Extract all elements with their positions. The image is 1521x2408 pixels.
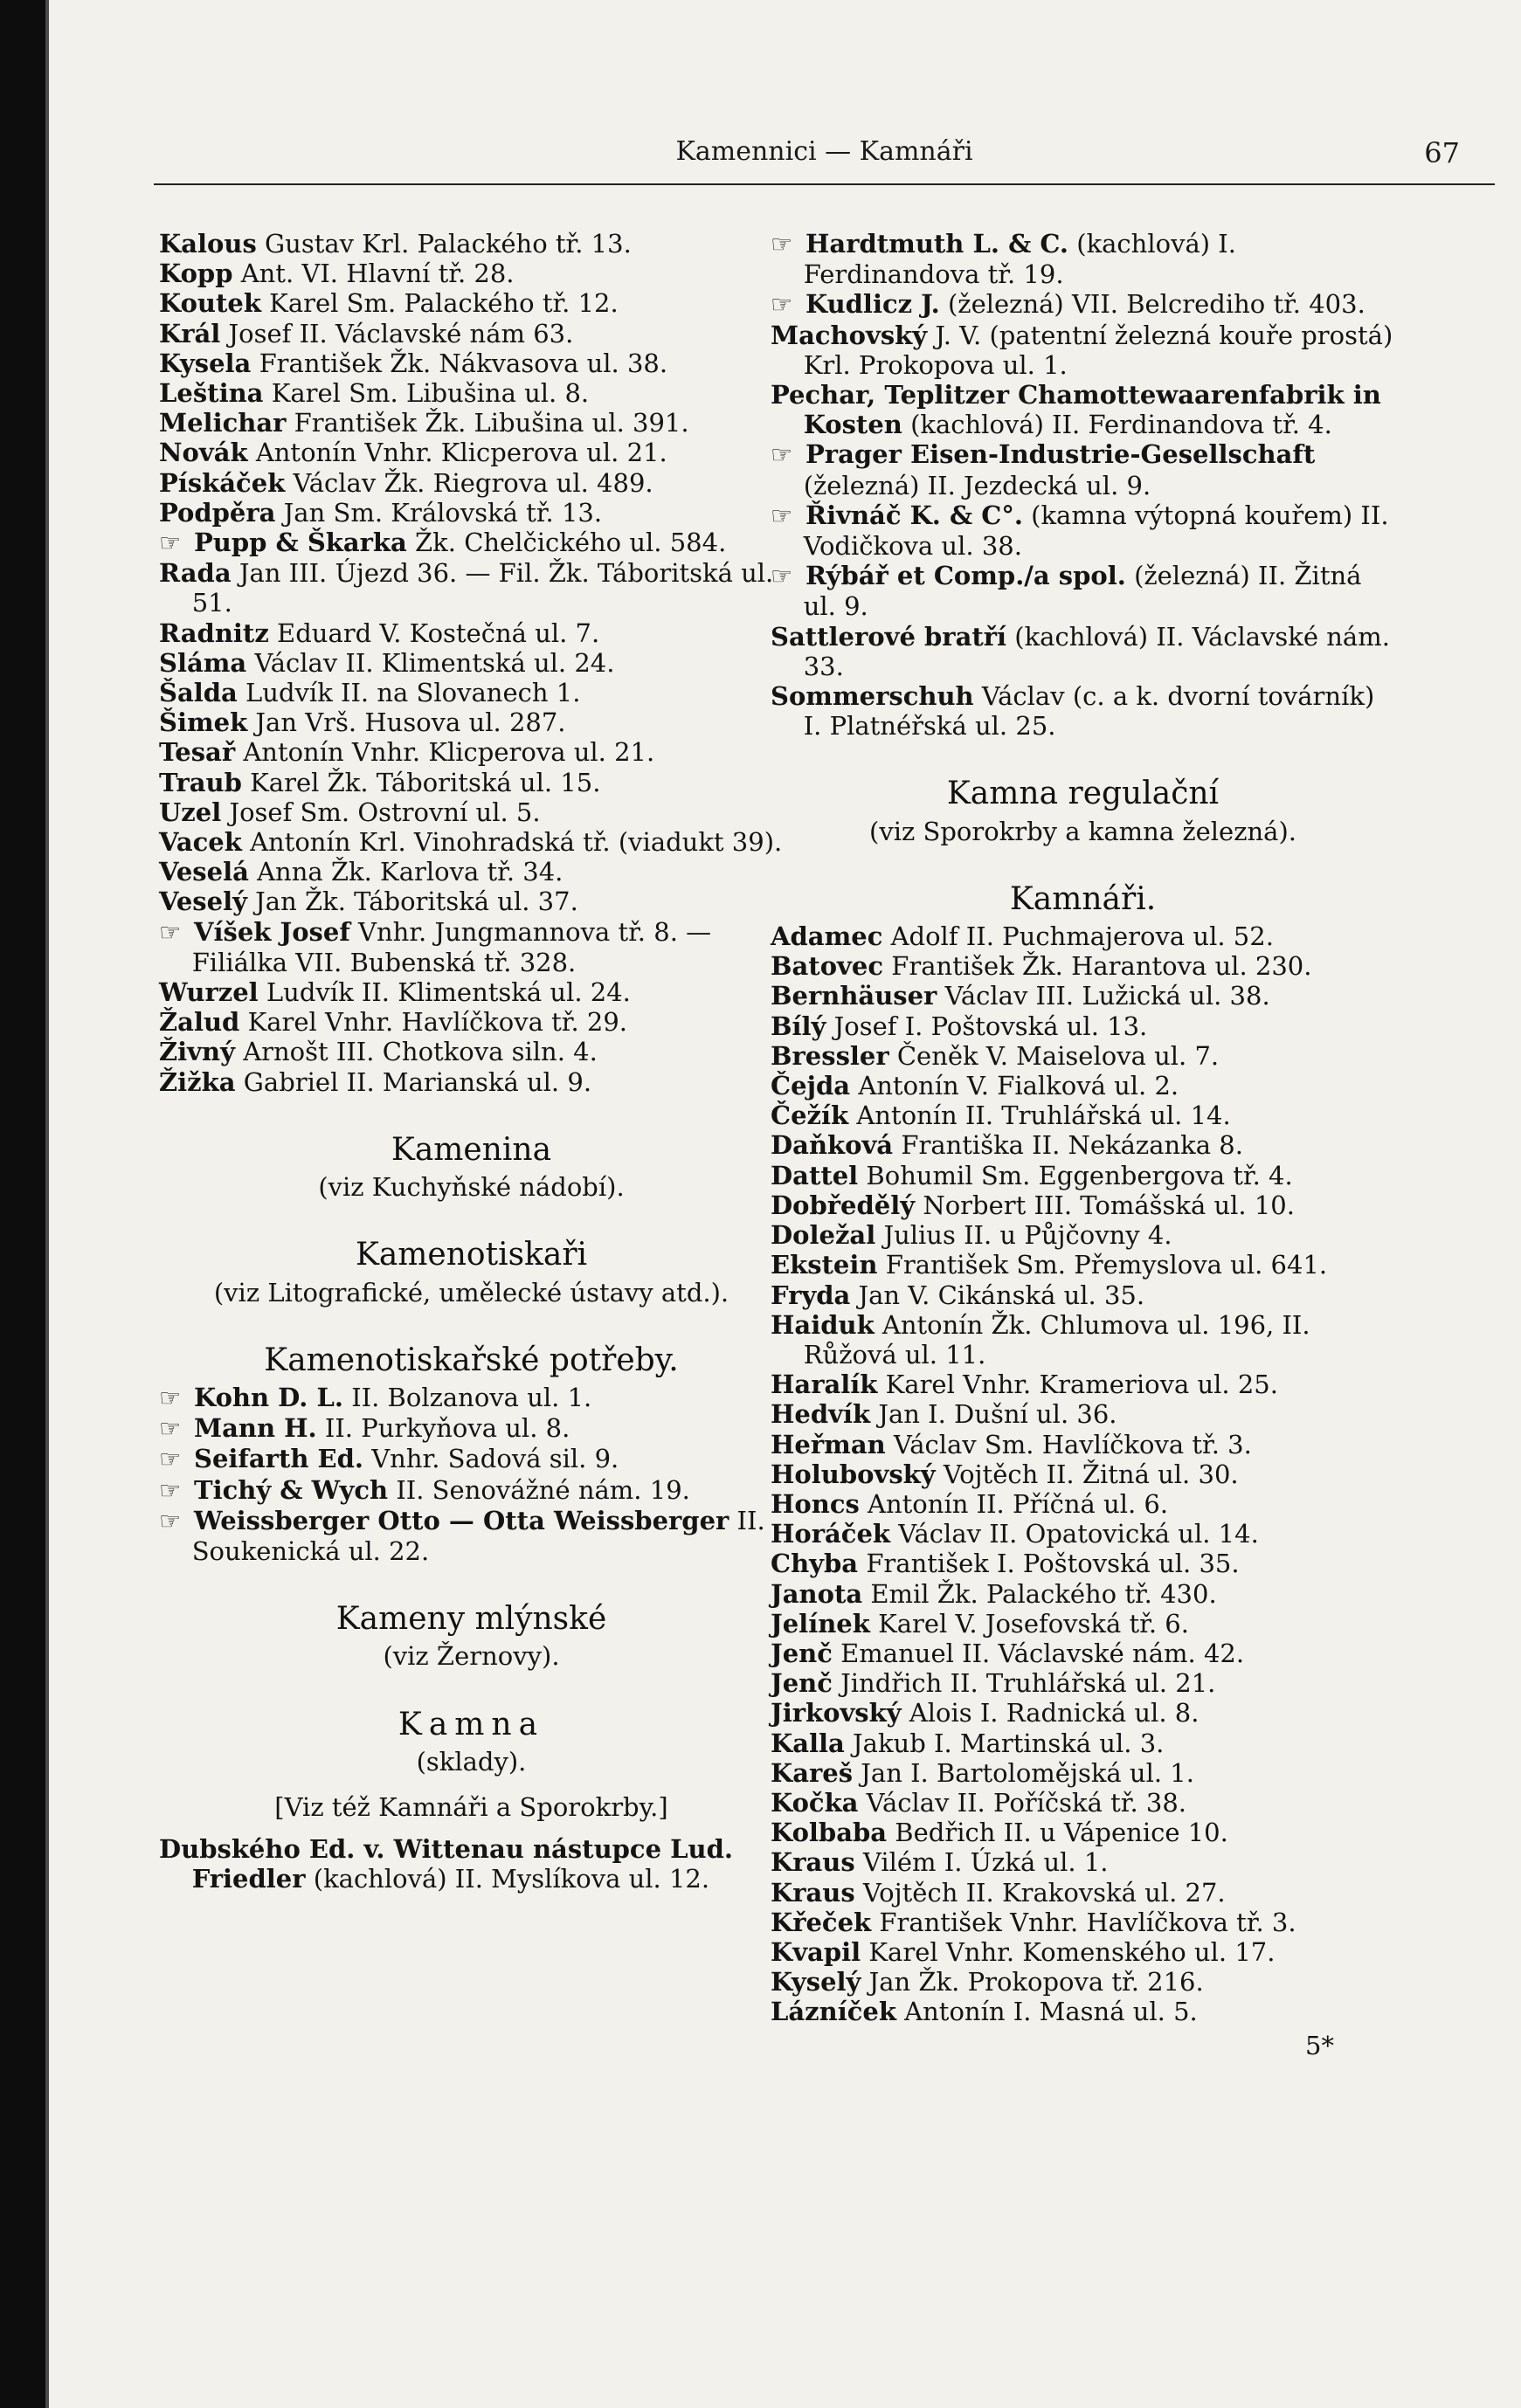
left-column: [159, 229, 784, 1894]
directory-entry: [771, 1459, 1395, 1489]
entry-name: Řivnáč K. & C°.: [805, 500, 1023, 530]
entry-details: Ludvík II. na Slovanech 1.: [245, 678, 581, 708]
directory-entry: [771, 981, 1395, 1011]
entry-name: Víšek Josef: [194, 916, 350, 947]
directory-entry: [771, 561, 1395, 621]
entry-details: Karel Vnhr. Havlíčkova tř. 29.: [247, 1007, 628, 1038]
directory-entry: [771, 380, 1395, 439]
directory-entry: [159, 887, 784, 916]
entry-name: Kvapil: [771, 1936, 861, 1967]
entry-name: Janota: [771, 1578, 863, 1609]
entry-name: Melichar: [159, 408, 287, 438]
entry-name: Novák: [159, 438, 248, 468]
directory-entry: [771, 1130, 1395, 1160]
entry-details: Emil Žk. Palackého tř. 430.: [870, 1578, 1217, 1609]
entry-details: Ant. VI. Hlavní tř. 28.: [240, 259, 515, 289]
entry-name: Čejda: [771, 1071, 851, 1101]
directory-entry: [159, 1037, 784, 1066]
entry-name: Kudlicz J.: [805, 289, 940, 320]
directory-entry: [771, 1549, 1395, 1578]
entry-details: Eduard V. Kostečná ul. 7.: [277, 618, 600, 648]
section-note-kamenotiskari: (viz Litografické, umělecké ústavy atd.).: [213, 1277, 729, 1307]
entry-details: Arnošt III. Chotkova siln. 4.: [243, 1037, 598, 1067]
entry-name: Kysela: [159, 348, 252, 378]
directory-entry: [771, 681, 1395, 741]
entry-details: Čeněk V. Maiselova ul. 7.: [896, 1040, 1220, 1071]
directory-entry: [159, 288, 784, 318]
entry-name: Horáček: [771, 1519, 891, 1549]
entry-name: Kraus: [771, 1847, 855, 1878]
entry-details: Žk. Chelčického ul. 584.: [415, 528, 727, 558]
entry-name: Machovský: [771, 320, 928, 350]
directory-entry: [159, 977, 784, 1007]
directory-entry: [159, 737, 784, 767]
left-entries-1: [159, 229, 784, 1097]
directory-entry: [771, 622, 1395, 681]
entry-details: Václav Žk. Riegrova ul. 489.: [293, 467, 653, 498]
entry-name: Kareš: [771, 1757, 854, 1788]
entry-details: Jan Žk. Táboritská ul. 37.: [255, 887, 578, 917]
directory-entry: [771, 921, 1395, 951]
entry-name: Dattel: [771, 1160, 859, 1190]
entry-name: Žižka: [159, 1066, 236, 1097]
pointing-hand-icon: ☞: [159, 917, 182, 947]
entry-name: Bernhäuser: [771, 981, 937, 1011]
directory-entry: [771, 289, 1395, 320]
entry-details: František Žk. Harantova ul. 230.: [891, 951, 1312, 982]
entry-name: Traub: [159, 767, 242, 797]
header-title: Kamennici — Kamnáři: [675, 136, 973, 167]
pointing-hand-icon: ☞: [159, 528, 182, 558]
directory-entry: [771, 951, 1395, 981]
directory-entry: [771, 1698, 1395, 1728]
directory-entry: [771, 1011, 1395, 1041]
entry-name: Sláma: [159, 647, 247, 678]
entry-details: Bohumil Sm. Eggenbergova tř. 4.: [866, 1160, 1293, 1190]
entry-details: (železná) II. Jezdecká ul. 9.: [803, 470, 1151, 500]
directory-entry: [771, 1519, 1395, 1549]
directory-entry: [159, 1834, 784, 1894]
entry-details: Vnhr. Jungmannova tř. 8. — Filiálka VII. Bubenská tř. 328.: [191, 916, 712, 977]
pointing-hand-icon: ☞: [771, 562, 793, 591]
entry-details: Karel Vnhr. Komenského ul. 17.: [868, 1936, 1276, 1967]
directory-entry: [771, 1399, 1395, 1429]
entry-details: František Vnhr. Havlíčkova tř. 3.: [879, 1907, 1296, 1937]
directory-entry: [159, 678, 784, 707]
entry-details: František Žk. Libušina ul. 391.: [294, 408, 689, 438]
entry-name: Kolbaba: [771, 1818, 888, 1848]
entry-details: II. Purkyňova ul. 8.: [324, 1413, 570, 1444]
directory-entry: [771, 1609, 1395, 1639]
printer-signature-mark: 5*: [1305, 2030, 1334, 2060]
running-header: [154, 131, 1495, 185]
pointing-hand-icon: ☞: [771, 500, 793, 530]
entry-name: Čežík: [771, 1101, 849, 1131]
entry-name: Adamec: [771, 921, 883, 952]
directory-entry: [771, 1937, 1395, 1967]
directory-entry: [771, 500, 1395, 561]
directory-entry: [771, 1161, 1395, 1190]
entry-name: Sattlerové bratří: [771, 621, 1007, 652]
entry-name: Weissberger Otto — Otta Weissberger: [194, 1505, 729, 1535]
entry-details: Josef Sm. Ostrovní ul. 5.: [229, 797, 541, 827]
entry-details: (kachlová) II. Ferdinandova tř. 4.: [910, 410, 1332, 440]
entry-details: Karel Vnhr. Krameriova ul. 25.: [885, 1370, 1278, 1400]
entry-details: Jan III. Újezd 36. — Fil. Žk. Táboritská ul. 51.: [191, 558, 774, 618]
entry-name: Dobředělý: [771, 1190, 916, 1220]
entry-details: (kamna výtopná kouřem) II. Vodičkova ul. 38.: [803, 500, 1389, 562]
entry-details: Gabriel II. Marianská ul. 9.: [243, 1066, 592, 1097]
entry-name: Koutek: [159, 288, 261, 319]
entry-name: Kyselý: [771, 1967, 861, 1997]
entry-details: Karel Žk. Táboritská ul. 15.: [250, 767, 601, 797]
directory-entry: [771, 1041, 1395, 1071]
directory-entry: [771, 1101, 1395, 1130]
entry-details: Václav Sm. Havlíčkova tř. 3.: [893, 1429, 1252, 1459]
section-title-kameny-mlynske: Kameny mlýnské: [335, 1601, 607, 1638]
entry-name: Pupp & Škarka: [194, 528, 407, 558]
entry-name: Haiduk: [771, 1309, 875, 1340]
entry-name: Hedvík: [771, 1399, 871, 1430]
section-title-kamenina: Kamenina: [391, 1131, 552, 1168]
entry-details: Antonín Krl. Vinohradská tř. (viadukt 39).: [250, 827, 783, 858]
directory-entry: [771, 1579, 1395, 1609]
entry-name: Leština: [159, 378, 264, 409]
book-spine: [0, 0, 45, 2408]
entry-details: Jan I. Bartolomějská ul. 1.: [861, 1757, 1194, 1788]
directory-entry: [771, 1280, 1395, 1310]
directory-entry: [771, 1190, 1395, 1220]
entry-details: Emanuel II. Václavské nám. 42.: [840, 1638, 1245, 1668]
directory-entry: [771, 1430, 1395, 1459]
directory-entry: [159, 797, 784, 827]
entry-name: Chyba: [771, 1549, 859, 1579]
directory-entry: [159, 378, 784, 408]
entry-name: Uzel: [159, 797, 222, 827]
book-page: [45, 0, 1521, 2408]
directory-entry: [771, 1668, 1395, 1698]
entry-name: Haralík: [771, 1370, 878, 1400]
directory-entry: [159, 857, 784, 887]
entry-name: Pechar, Teplitzer Chamottewaarenfabrik in Kosten: [771, 380, 1381, 440]
entry-details: Jindřich II. Truhlářská ul. 21.: [840, 1668, 1216, 1699]
entry-name: Jelínek: [771, 1608, 870, 1639]
entry-name: Radnitz: [159, 618, 269, 648]
entry-details: Adolf II. Puchmajerova ul. 52.: [890, 921, 1274, 952]
entry-details: Antonín Vnhr. Klicperova ul. 21.: [255, 438, 667, 468]
directory-entry: [159, 707, 784, 737]
entry-name: Batovec: [771, 951, 883, 982]
pointing-hand-icon: ☞: [159, 1506, 182, 1535]
directory-entry: [159, 528, 784, 558]
pointing-hand-icon: ☞: [771, 440, 793, 470]
entry-details: Anna Žk. Karlova tř. 34.: [257, 857, 563, 887]
pointing-hand-icon: ☞: [771, 290, 793, 320]
entry-details: Jan I. Dušní ul. 36.: [878, 1399, 1117, 1430]
entry-name: Heřman: [771, 1429, 886, 1459]
entry-details: František Sm. Přemyslova ul. 641.: [885, 1250, 1328, 1280]
directory-entry: [159, 1383, 784, 1413]
entry-details: Antonín V. Fialková ul. 2.: [858, 1071, 1179, 1101]
directory-entry: [771, 1847, 1395, 1877]
entry-name: Kalla: [771, 1728, 845, 1758]
entry-details: Václav II. Klimentská ul. 24.: [254, 647, 615, 678]
entry-name: Prager Eisen-Industrie-Gesellschaft: [805, 439, 1316, 470]
entry-details: (železná) II. Žitná ul. 9.: [803, 561, 1362, 622]
directory-entry: [771, 1788, 1395, 1818]
entry-name: Veselá: [159, 857, 249, 887]
section-title-kamenotiskari: Kamenotiskaři: [355, 1237, 588, 1273]
entry-details: Václav II. Poříčská tř. 38.: [866, 1787, 1187, 1818]
entry-details: J. V. (patentní železná kouře prostá) Krl. Prokopova ul. 1.: [803, 320, 1393, 380]
entry-name: Seifarth Ed.: [194, 1444, 364, 1474]
entry-name: Šalda: [159, 678, 238, 708]
entry-details: (železná) VII. Belcrediho tř. 403.: [947, 289, 1365, 320]
entry-name: Šimek: [159, 707, 248, 738]
page-number: 67: [1424, 136, 1460, 169]
entry-name: Bílý: [771, 1011, 826, 1041]
entry-details: Vojtěch II. Žitná ul. 30.: [943, 1459, 1239, 1489]
directory-entry: [771, 1728, 1395, 1758]
directory-entry: [159, 618, 784, 648]
section-note-kamenina: (viz Kuchyňské nádobí).: [318, 1172, 625, 1203]
entry-details: Norbert III. Tomášská ul. 10.: [923, 1190, 1295, 1220]
entry-details: Jan V. Cikánská ul. 35.: [858, 1280, 1145, 1310]
entry-name: Živný: [159, 1037, 235, 1067]
entry-name: Jenč: [771, 1638, 833, 1668]
directory-entry: [771, 1997, 1395, 2026]
entry-name: Král: [159, 318, 221, 348]
directory-entry: [159, 1506, 784, 1566]
pointing-hand-icon: ☞: [159, 1383, 182, 1412]
entry-name: Vacek: [159, 827, 242, 858]
section-title-kamna: Kamna: [398, 1706, 545, 1742]
directory-entry: [159, 1007, 784, 1037]
directory-entry: [771, 1370, 1395, 1399]
entry-name: Lázníček: [771, 1997, 896, 2027]
entry-details: Vilém I. Úzká ul. 1.: [862, 1847, 1109, 1878]
directory-entry: [771, 229, 1395, 289]
directory-entry: [159, 259, 784, 288]
entry-name: Dubského Ed. v. Wittenau nástupce Lud. Friedler: [159, 1834, 733, 1894]
entry-name: Jirkovský: [771, 1698, 902, 1728]
directory-entry: [159, 348, 784, 378]
entry-details: Karel Sm. Libušina ul. 8.: [271, 378, 590, 409]
entry-details: (kachlová) I. Ferdinandova tř. 19.: [803, 229, 1236, 290]
right-entries-2: [771, 921, 1395, 2027]
directory-entry: [771, 1967, 1395, 1997]
entry-name: Hardtmuth L. & C.: [805, 229, 1069, 259]
section-title-kamna-regulacni: Kamna regulační: [946, 776, 1220, 812]
entry-details: Antonín Žk. Chlumova ul. 196, II. Růžová ul. 11.: [803, 1309, 1310, 1370]
directory-entry: [771, 1489, 1395, 1519]
entry-details: Karel Sm. Palackého tř. 12.: [269, 288, 619, 319]
entry-name: Wurzel: [159, 977, 259, 1008]
right-entries-1: [771, 229, 1395, 741]
entry-details: Václav III. Lužická ul. 38.: [944, 981, 1270, 1011]
directory-entry: [771, 1220, 1395, 1250]
entry-name: Holubovský: [771, 1459, 936, 1489]
directory-entry: [159, 1475, 784, 1506]
entry-details: Josef II. Václavské nám 63.: [228, 318, 574, 348]
entry-details: II. Soukenická ul. 22.: [191, 1505, 765, 1566]
directory-entry: [771, 1878, 1395, 1908]
section-note-kameny-mlynske: (viz Žernovy).: [383, 1641, 560, 1672]
directory-entry: [159, 1413, 784, 1444]
entry-details: Jan Žk. Prokopova tř. 216.: [868, 1967, 1204, 1997]
directory-entry: [159, 468, 784, 498]
section-title-kamenotiskarske-potreby: Kamenotiskařské potřeby.: [264, 1342, 679, 1378]
entry-name: Křeček: [771, 1907, 872, 1937]
entry-details: Jakub I. Martinská ul. 3.: [853, 1728, 1165, 1758]
entry-details: Václav (c. a k. dvorní továrník) I. Platnéřská ul. 25.: [803, 681, 1375, 742]
entry-details: Antonín II. Příčná ul. 6.: [868, 1488, 1169, 1519]
directory-entry: [159, 558, 784, 618]
entry-name: Kraus: [771, 1877, 855, 1908]
entry-name: Mann H.: [194, 1413, 317, 1444]
entry-name: Sommerschuh: [771, 681, 974, 712]
entry-details: Antonín II. Truhlářská ul. 14.: [856, 1101, 1231, 1131]
directory-entry: [159, 438, 784, 467]
entry-details: Gustav Krl. Palackého tř. 13.: [265, 229, 632, 259]
entry-name: Tesař: [159, 737, 236, 768]
entry-details: Jan Vrš. Husova ul. 287.: [255, 707, 566, 738]
directory-entry: [159, 319, 784, 348]
directory-entry: [159, 229, 784, 259]
left-entries-3: [159, 1834, 784, 1894]
pointing-hand-icon: ☞: [159, 1475, 182, 1505]
pointing-hand-icon: ☞: [159, 1414, 182, 1444]
directory-entry: [771, 439, 1395, 500]
entry-name: Kopp: [159, 259, 233, 289]
entry-name: Fryda: [771, 1280, 851, 1310]
right-column: [771, 229, 1395, 2060]
entry-details: Julius II. u Půjčovny 4.: [883, 1220, 1172, 1251]
entry-details: Jan Sm. Královská tř. 13.: [283, 497, 603, 528]
entry-name: Kočka: [771, 1787, 859, 1818]
entry-name: Kohn D. L.: [194, 1382, 343, 1412]
entry-details: Vojtěch II. Krakovská ul. 27.: [862, 1877, 1226, 1908]
entry-name: Doležal: [771, 1220, 876, 1251]
entry-name: Kalous: [159, 229, 257, 259]
entry-name: Pískáček: [159, 467, 286, 498]
directory-entry: [771, 1071, 1395, 1101]
entry-name: Jenč: [771, 1668, 833, 1699]
entry-details: František Žk. Nákvasova ul. 38.: [259, 348, 668, 378]
entry-details: Vnhr. Sadová sil. 9.: [371, 1444, 619, 1474]
section-note-kamna-regulacni: (viz Sporokrby a kamna železná).: [869, 816, 1296, 846]
directory-entry: [771, 321, 1395, 380]
directory-entry: [159, 498, 784, 528]
entry-name: Honcs: [771, 1488, 860, 1519]
entry-details: František I. Poštovská ul. 35.: [866, 1549, 1240, 1579]
directory-entry: [159, 1067, 784, 1097]
directory-entry: [159, 827, 784, 857]
section-crossref-kamna: [Viz též Kamnáři a Sporokrby.]: [274, 1791, 668, 1822]
directory-entry: [771, 1639, 1395, 1668]
entry-name: Bressler: [771, 1040, 889, 1071]
entry-details: Antonín Vnhr. Klicperova ul. 21.: [243, 737, 655, 768]
entry-name: Veselý: [159, 887, 247, 917]
directory-entry: [771, 1310, 1395, 1370]
entry-details: Václav II. Opatovická ul. 14.: [898, 1519, 1259, 1549]
entry-name: Daňková: [771, 1130, 894, 1161]
entry-details: Karel V. Josefovská tř. 6.: [878, 1608, 1189, 1639]
directory-entry: [159, 408, 784, 438]
entry-details: Bedřich II. u Vápenice 10.: [895, 1818, 1228, 1848]
directory-entry: [771, 1250, 1395, 1280]
directory-entry: [771, 1758, 1395, 1788]
directory-entry: [771, 1818, 1395, 1847]
entry-name: Rada: [159, 558, 232, 589]
entry-details: (kachlová) II. Myslíkova ul. 12.: [313, 1864, 710, 1894]
left-entries-2: [159, 1383, 784, 1566]
directory-entry: [159, 768, 784, 797]
directory-entry: [771, 1908, 1395, 1937]
entry-name: Rýbář et Comp./a spol.: [805, 561, 1126, 591]
entry-name: Tichý & Wych: [194, 1474, 389, 1505]
entry-name: Podpěra: [159, 497, 276, 528]
entry-details: Ludvík II. Klimentská ul. 24.: [266, 977, 631, 1008]
entry-details: Josef I. Poštovská ul. 13.: [833, 1011, 1148, 1041]
section-title-kamnari: Kamnáři.: [1009, 880, 1157, 917]
entry-details: (kachlová) II. Václavské nám. 33.: [803, 621, 1390, 681]
entry-details: Františka II. Nekázanka 8.: [901, 1130, 1243, 1161]
entry-details: Antonín I. Masná ul. 5.: [904, 1997, 1198, 2027]
directory-entry: [159, 648, 784, 678]
entry-details: II. Senovážné nám. 19.: [396, 1474, 690, 1505]
pointing-hand-icon: ☞: [159, 1445, 182, 1474]
section-note-kamna: (sklady).: [416, 1746, 527, 1777]
entry-details: Alois I. Radnická ul. 8.: [909, 1698, 1200, 1728]
directory-entry: [159, 917, 784, 977]
entry-name: Žalud: [159, 1007, 240, 1038]
entry-name: Ekstein: [771, 1250, 878, 1280]
directory-entry: [159, 1444, 784, 1474]
pointing-hand-icon: ☞: [771, 230, 793, 259]
entry-details: II. Bolzanova ul. 1.: [351, 1382, 592, 1412]
